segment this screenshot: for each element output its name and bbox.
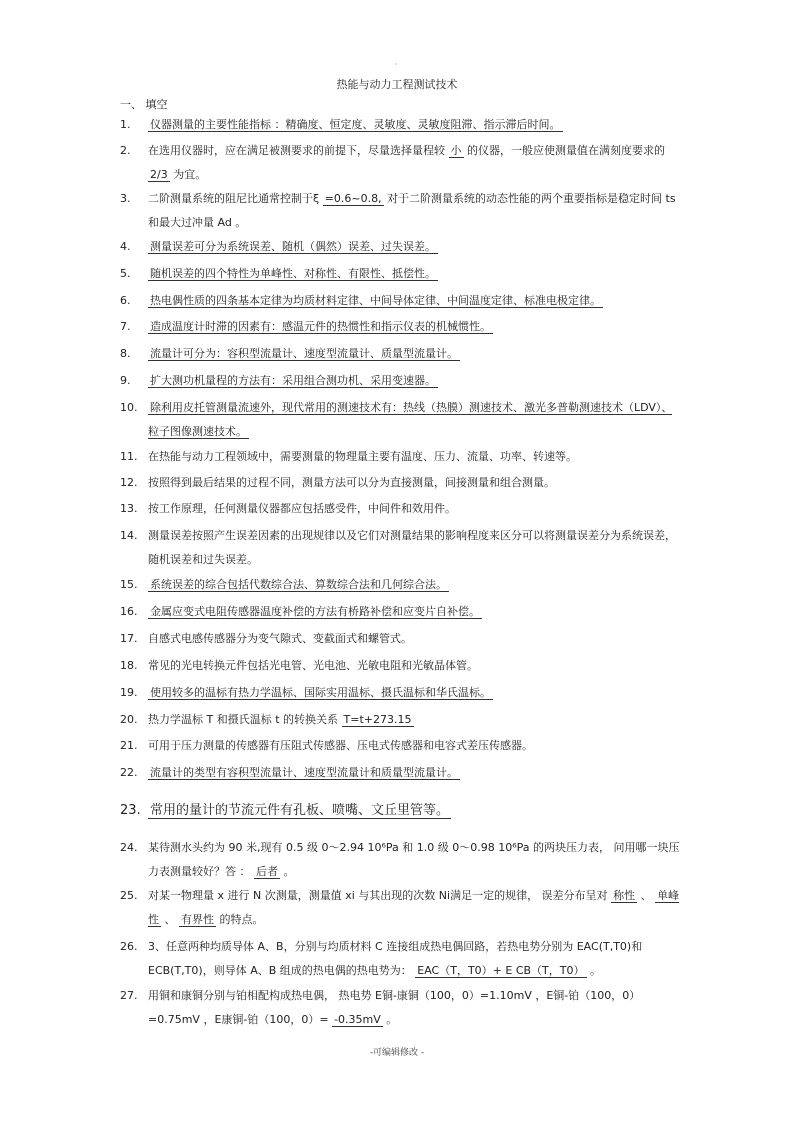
- question-text: 仪器测量的主要性能指标 ：精确度、恒定度、灵敏度、灵敏度阻滞、指示滞后时间。: [150, 118, 561, 131]
- question-text: 的特点。: [219, 913, 264, 926]
- section-heading: 一、 填空: [120, 98, 168, 111]
- question-15: [120, 573, 680, 597]
- question-text: 对某一物理量 x 进行 N 次测量，测量值 xi 与其出现的次数 Ni满足一定的规律， 误差分布呈对: [148, 889, 608, 902]
- question-text: 按照得到最后结果的过程不同，测量方法可以分为直接测量，间接测量和组合测量。: [148, 476, 555, 489]
- question-text: 、: [640, 889, 652, 902]
- question-text: 二阶测量系统的阻尼比通常控制于ξ: [148, 192, 320, 205]
- page-footer: -可编辑修改 -: [369, 1048, 425, 1058]
- question-text: 在选用仪器时，应在满足被测要求的前提下，尽量选择量程较: [148, 144, 445, 157]
- question-text: 热力学温标 T 和摄氏温标 t 的转换关系: [148, 713, 339, 726]
- question-text: 热电偶性质的四条基本定律为均质材料定律、中间导体定律、中间温度定律、标准电极定律。: [150, 294, 601, 307]
- answer-blank: T=t+273.15: [343, 713, 412, 726]
- question-text: 测量误差可分为系统误差、随机（偶然）误差、过失误差。: [150, 240, 436, 253]
- question-number: 21.: [120, 739, 138, 752]
- question-26: [120, 935, 680, 983]
- question-text: 对于二阶测量系统的动态性能的两个重要指标是稳定时间 ts和最大过冲量 Ad 。: [148, 192, 676, 229]
- question-14: [120, 524, 680, 572]
- question-4: [120, 235, 680, 259]
- answer-blank: 2/3: [150, 168, 168, 181]
- question-number: 17.: [120, 632, 138, 645]
- question-number: 1.: [120, 118, 131, 131]
- question-number: 26.: [120, 940, 138, 953]
- question-text: 可用于压力测量的传感器有压阻式传感器、压电式传感器和电容式差压传感器。: [148, 739, 533, 752]
- answer-blank: 小: [450, 144, 462, 157]
- question-number: 14.: [120, 529, 138, 542]
- question-number: 23.: [120, 803, 141, 818]
- question-25: [120, 884, 680, 932]
- question-text: 金属应变式电阻传感器温度补偿的方法有桥路补偿和应变片自补偿。: [150, 605, 480, 618]
- question-27: [120, 984, 680, 1032]
- question-19: [120, 681, 680, 705]
- question-number: 5.: [120, 267, 131, 280]
- question-12: [120, 471, 680, 495]
- question-text: 测量误差按照产生误差因素的出现规律以及它们对测量结果的影响程度来区分可以将测量误差分为系统误差，随机误差和过失误差。: [148, 529, 676, 566]
- header-dot: ·: [395, 60, 398, 69]
- question-text: 按工作原理，任何测量仪器都应包括感受件，中间件和效用件。: [148, 502, 456, 515]
- question-text: 用铜和康铜分别与铂相配构成热电偶， 热电势 E铜-康铜（100，0）=1.10mV ，E铜-铂（100，0）=0.75mV ，E康铜-铂（100，0）=: [148, 989, 641, 1026]
- question-number: 18.: [120, 659, 138, 672]
- question-3: [120, 187, 680, 235]
- question-text: 随机误差的四个特性为单峰性、对称性、有限性、抵偿性。: [150, 267, 436, 280]
- question-5: [120, 262, 680, 286]
- question-text: 。: [386, 1013, 398, 1026]
- question-number: 19.: [120, 686, 138, 699]
- question-number: 22.: [120, 766, 138, 779]
- question-number: 25.: [120, 889, 138, 902]
- question-number: 13.: [120, 502, 138, 515]
- question-text: 为宜。: [173, 168, 207, 181]
- question-9: [120, 369, 680, 393]
- question-7: [120, 315, 680, 339]
- question-number: 10.: [120, 401, 138, 414]
- question-number: 15.: [120, 578, 138, 591]
- question-text: 常见的光电转换元件包括光电管、光电池、光敏电阻和光敏晶体管。: [148, 659, 478, 672]
- question-number: 2.: [120, 144, 131, 157]
- page-title: 热能与动力工程测试技术: [336, 78, 458, 91]
- question-number: 11.: [120, 450, 138, 463]
- question-number: 3.: [120, 192, 131, 205]
- question-17: [120, 627, 680, 651]
- answer-blank: -0.35mV: [334, 1013, 381, 1026]
- question-text: 扩大测功机量程的方法有：采用组合测功机、采用变速器。: [150, 374, 436, 387]
- question-number: 16.: [120, 605, 138, 618]
- question-text: 流量计的类型有容积型流量计、速度型流量计和质量型流量计。: [150, 766, 458, 779]
- question-text: 系统误差的综合包括代数综合法、算数综合法和几何综合法。: [150, 578, 447, 591]
- question-13: [120, 497, 680, 521]
- question-text: 在热能与动力工程领域中，需要测量的物理量主要有温度、压力、流量、功率、转速等。: [148, 450, 577, 463]
- question-20: [120, 708, 680, 732]
- question-text: 。: [590, 964, 601, 977]
- question-8: [120, 342, 680, 366]
- question-text: 除利用皮托管测量流速外，现代常用的测速技术有：热线（热膜）测速技术、激光多普勒测速技术（LDV）、粒子图像测速技术。: [148, 401, 673, 438]
- question-text: 造成温度计时滞的因素有：感温元件的热惯性和指示仪表的机械惯性。: [150, 320, 491, 333]
- question-6: [120, 289, 680, 313]
- question-18: [120, 654, 680, 678]
- question-number: 24.: [120, 841, 138, 854]
- question-number: 27.: [120, 989, 138, 1002]
- answer-blank: EAC（T，T0）+ E CB（T，T0）: [417, 964, 585, 977]
- answer-blank: 后者: [256, 865, 278, 878]
- question-text: 、: [164, 913, 176, 926]
- answer-blank: =0.6~0.8,: [324, 192, 382, 205]
- question-2: [120, 139, 680, 187]
- question-16: [120, 600, 680, 624]
- answer-blank: 单峰性: [148, 889, 680, 926]
- question-text: 某待测水头约为 90 米,现有 0.5 级 0～2.94 10⁶Pa 和 1.0 级 0～0.98 10⁶Pa 的两块压力表， 问用哪一块压力表测量较好？答 ：: [148, 841, 680, 878]
- question-22: [120, 761, 680, 785]
- question-number: 6.: [120, 294, 131, 307]
- question-text: 3、任意两种均质导体 A、B，分别与均质材料 C 连接组成热电偶回路，若热电势分别为 EAC(T,T0)和 ECB(T,T0)，则导体 A、B 组成的热电偶的热电势为：: [148, 940, 643, 977]
- question-text: 。: [283, 865, 295, 878]
- question-text: 使用较多的温标有热力学温标、国际实用温标、摄氏温标和华氏温标。: [150, 686, 491, 699]
- question-23: [120, 799, 680, 823]
- question-number: 8.: [120, 347, 131, 360]
- question-number: 20.: [120, 713, 138, 726]
- question-number: 9.: [120, 374, 131, 387]
- question-21: [120, 734, 680, 758]
- question-text: 自感式电感传感器分为变气隙式、变截面式和螺管式。: [148, 632, 412, 645]
- question-1: [120, 113, 680, 137]
- question-text: 的仪器，一般应使测量值在满刻度要求的: [467, 144, 665, 157]
- question-11: [120, 445, 680, 469]
- question-10: [120, 396, 680, 444]
- question-number: 7.: [120, 320, 131, 333]
- answer-blank: 有界性: [181, 913, 214, 926]
- question-24: [120, 836, 680, 884]
- question-number: 4.: [120, 240, 131, 253]
- question-number: 12.: [120, 476, 138, 489]
- question-text: 流量计可分为：容积型流量计、速度型流量计、质量型流量计。: [150, 347, 458, 360]
- answer-blank: 称性: [613, 889, 636, 902]
- question-text: 常用的量计的节流元件有孔板、喷嘴、文丘里管等。: [150, 803, 450, 818]
